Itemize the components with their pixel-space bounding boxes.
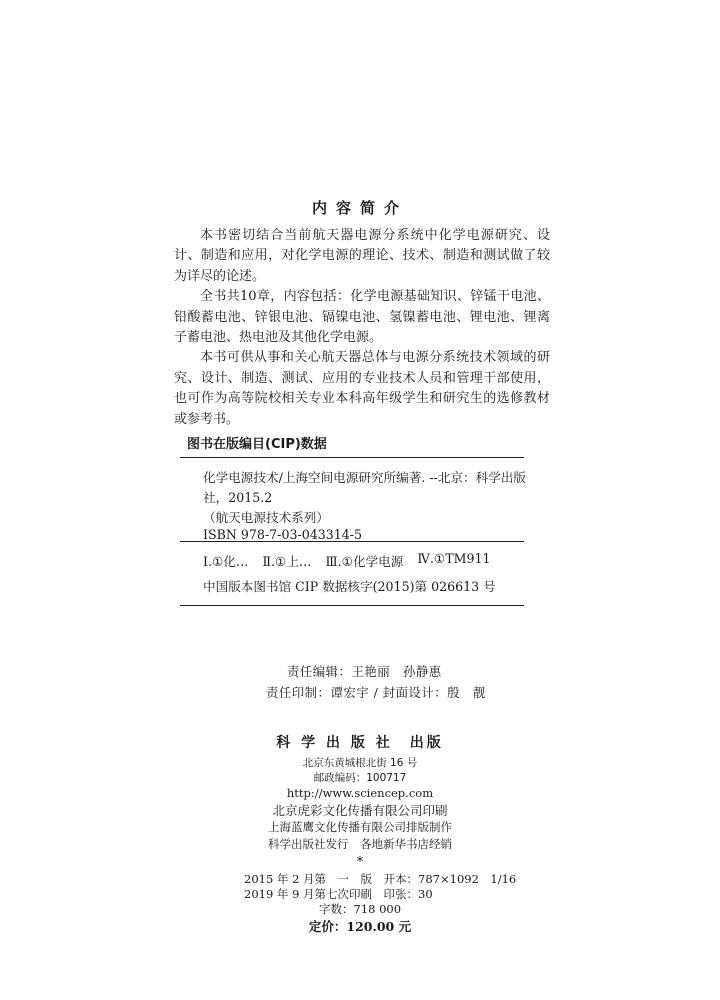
cip-title-line-cont: 社，2015.2 — [203, 490, 273, 505]
publisher-address: 北京东黄城根北街 16 号 — [302, 757, 418, 769]
cip-title-line: 化学电源技术/上海空间电源研究所编著. --北京：科学出版 — [203, 470, 527, 485]
cip-mid-rule — [180, 541, 524, 542]
postal-code: 邮政编码：100717 — [313, 772, 407, 784]
cip-heading: 图书在版编目(CIP)数据 — [187, 437, 327, 452]
summary-paragraph: 本书密切结合当前航天器电源分系统中化学电源研究、设计、制造和应用，对化学电源的理论、技术、制造和测试做了较为详尽的论述。 — [174, 228, 550, 284]
cip-series: （航天电源技术系列） — [203, 510, 329, 525]
cip-check-number: 中国版本图书馆 CIP 数据核字(2015)第 026613 号 — [203, 579, 496, 594]
summary-paragraph: 本书可供从事和关心航天器总体与电源分系统技术领域的研究、设计、制造、测试、应用的专业技术人员和管理干部使用，也可作为高等院校相关专业本科高年级学生和研究生的选修教材或参考书。 — [174, 350, 550, 427]
print-design-credit: 责任印制：谭宏宇 / 封面设计：殷 靓 — [266, 685, 486, 700]
summary-paragraph: 全书共10章，内容包括：化学电源基础知识、锌锰干电池、铅酸蓄电池、锌银电池、镉镍电池、氢镍蓄电池、锂电池、锂离子蓄电池、热电池及其他化学电源。 — [174, 289, 550, 346]
publisher-name: 科 学 出 版 社 出版 — [276, 735, 444, 751]
printer: 北京虎彩文化传播有限公司印刷 — [272, 803, 448, 818]
cip-bottom-rule — [180, 605, 524, 606]
typesetter: 上海蓝鹰文化传播有限公司排版制作 — [268, 820, 452, 834]
cip-class-item: Ⅲ.①化学电源 — [325, 554, 404, 569]
printing-info: 2019 年 9 月第七次印刷 印张：30 — [244, 887, 433, 901]
cip-class-item: Ⅱ.①上… — [262, 554, 312, 569]
cip-top-rule — [180, 457, 524, 458]
separator-star: * — [356, 855, 364, 870]
summary-title: 内容简介 — [311, 199, 408, 217]
cip-classification — [203, 551, 491, 570]
cip-isbn: ISBN 978-7-03-043314-5 — [203, 527, 363, 542]
edition-info: 2015 年 2 月第 一 版 开本：787×1092 1/16 — [244, 872, 517, 886]
publisher-url: http://www.sciencep.com — [286, 786, 434, 800]
distribution: 科学出版社发行 各地新华书店经销 — [268, 837, 452, 851]
price: 定价：120.00 元 — [308, 919, 412, 934]
editor-credit: 责任编辑：王艳丽 孙静惠 — [287, 664, 442, 679]
cip-class-item: Ⅰ.①化… — [203, 554, 249, 569]
cip-class-item: Ⅳ.①TM911 — [417, 551, 491, 566]
summary-body — [174, 226, 550, 430]
word-count: 字数：718 000 — [318, 902, 402, 916]
